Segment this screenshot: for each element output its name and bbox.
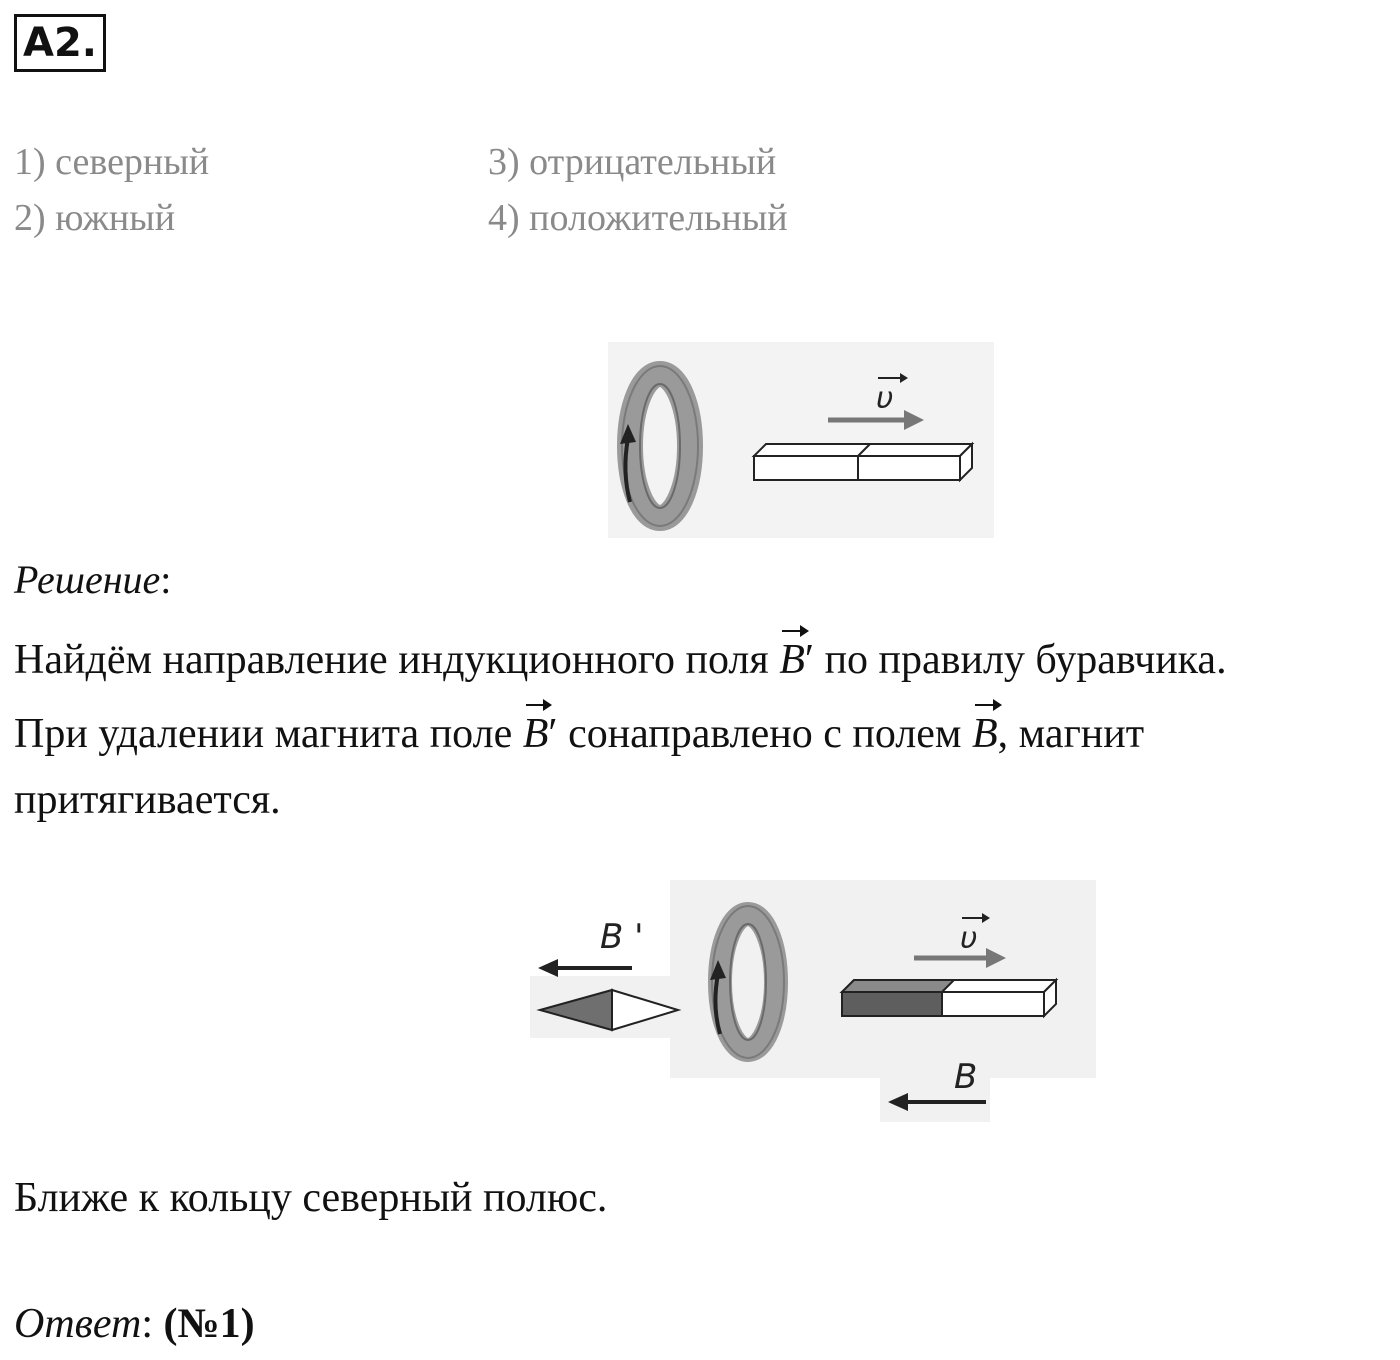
figure-fields bbox=[530, 880, 1096, 1128]
option-1[interactable]: 1) северный bbox=[14, 141, 210, 183]
solution-line-1-start: Найдём направление индукционного поля bbox=[14, 637, 780, 683]
solution-line-2-middle: сонаправлено с полем bbox=[557, 711, 972, 757]
conclusion-text: Ближе к кольцу северный полюс. bbox=[14, 1175, 608, 1221]
induced-field-label: B ' bbox=[600, 917, 644, 957]
option-4[interactable]: 4) положительный bbox=[488, 197, 788, 239]
magnet-icon-2 bbox=[842, 980, 1056, 1016]
answer-label: Ответ bbox=[14, 1301, 142, 1347]
induced-field-symbol: B bbox=[779, 626, 805, 694]
figure-ring-magnet-drawing bbox=[608, 342, 994, 538]
solution-line-1-end: по правилу буравчика. bbox=[814, 637, 1227, 683]
solution-heading bbox=[14, 556, 171, 603]
induced-field-symbol-2: B bbox=[523, 700, 549, 768]
velocity-label: υ bbox=[876, 381, 894, 416]
option-3[interactable]: 3) отрицательный bbox=[488, 141, 777, 183]
option-2[interactable]: 2) южный bbox=[14, 197, 176, 239]
magnet-icon bbox=[754, 444, 972, 480]
solution-line-2-start: При удалении магнита поле bbox=[14, 711, 523, 757]
problem-label: A2. bbox=[14, 14, 106, 72]
solution-heading-colon: : bbox=[160, 557, 172, 602]
induced-field-prime-2: ′ bbox=[548, 711, 558, 757]
field-symbol: B bbox=[972, 700, 998, 768]
figure-fields-drawing bbox=[530, 880, 1096, 1128]
velocity-label-2: υ bbox=[960, 921, 978, 956]
solution-heading-text: Решение bbox=[14, 557, 161, 602]
solution-line-2-end: , магнит bbox=[997, 711, 1145, 757]
field-label: B bbox=[954, 1057, 978, 1097]
solution-line-1 bbox=[14, 626, 1227, 694]
ring-icon bbox=[620, 366, 698, 526]
answer-colon: : bbox=[141, 1301, 153, 1347]
figure-ring-magnet bbox=[608, 342, 994, 538]
solution-line-3: притягивается. bbox=[14, 777, 281, 823]
induced-field-prime: ′ bbox=[804, 637, 815, 683]
solution-line-2 bbox=[14, 700, 1144, 768]
induced-field-arrow-icon bbox=[538, 917, 643, 977]
velocity-arrow-icon bbox=[828, 373, 924, 430]
answer-value: (№1) bbox=[163, 1301, 255, 1347]
answer-line bbox=[14, 1300, 255, 1348]
